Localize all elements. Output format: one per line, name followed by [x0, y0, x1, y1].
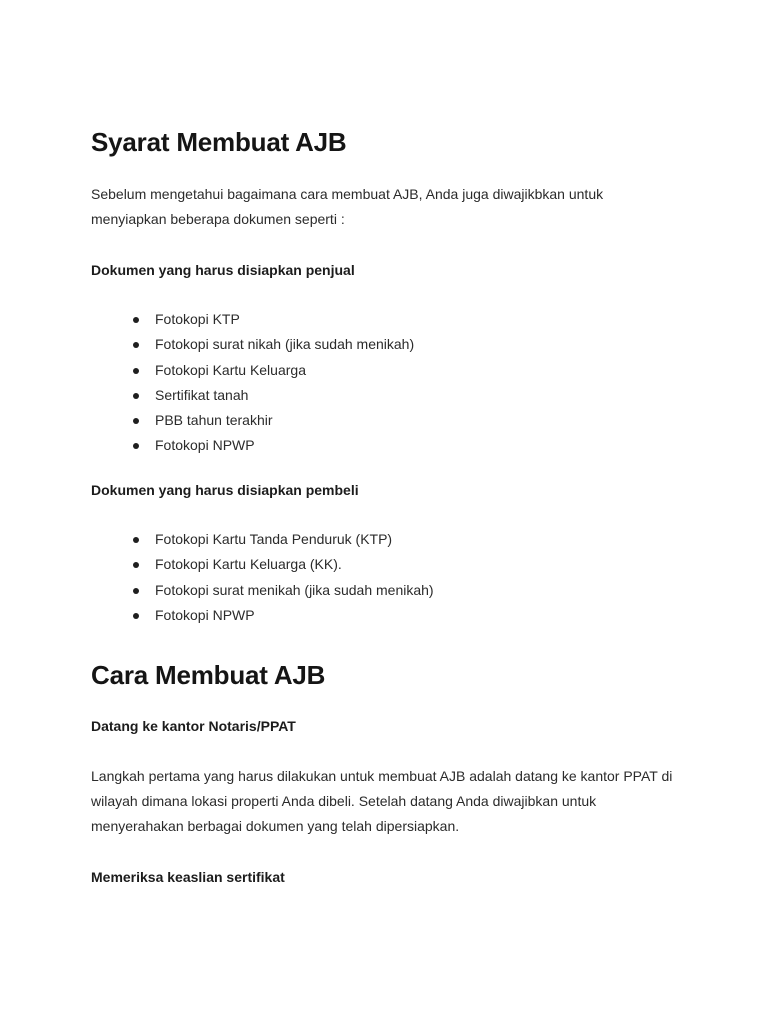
list-item: PBB tahun terakhir [91, 408, 691, 433]
list-item: Sertifikat tanah [91, 383, 691, 408]
seller-docs-list [91, 307, 691, 459]
list-item: Fotokopi surat menikah (jika sudah menikah) [91, 578, 691, 603]
seller-docs-title: Dokumen yang harus disiapkan penjual [91, 262, 355, 278]
step-paragraph-datang: Langkah pertama yang harus dilakukan untuk membuat AJB adalah datang ke kantor PPAT di wilayah dimana lokasi properti Anda dibeli. Setelah datang Anda diwajibkan untuk menyerahakan berbagai dokumen yang telah dipersiapkan. [91, 768, 673, 834]
section-heading-syarat: Syarat Membuat AJB [91, 127, 347, 157]
step-title-memeriksa: Memeriksa keaslian sertifikat [91, 869, 285, 885]
section-heading-cara: Cara Membuat AJB [91, 660, 326, 690]
list-item: Fotokopi Kartu Tanda Penduruk (KTP) [91, 527, 691, 552]
intro-paragraph: Sebelum mengetahui bagaimana cara membuat AJB, Anda juga diwajikbkan untuk menyiapkan beberapa dokumen seperti : [91, 186, 604, 227]
list-item: Fotokopi Kartu Keluarga [91, 358, 691, 383]
buyer-docs-list [91, 527, 691, 628]
list-item: Fotokopi surat nikah (jika sudah menikah) [91, 332, 691, 357]
list-item: Fotokopi NPWP [91, 433, 691, 458]
list-item: Fotokopi NPWP [91, 603, 691, 628]
list-item: Fotokopi Kartu Keluarga (KK). [91, 552, 691, 577]
buyer-docs-title: Dokumen yang harus disiapkan pembeli [91, 482, 359, 498]
list-item: Fotokopi KTP [91, 307, 691, 332]
step-title-datang: Datang ke kantor Notaris/PPAT [91, 718, 296, 734]
